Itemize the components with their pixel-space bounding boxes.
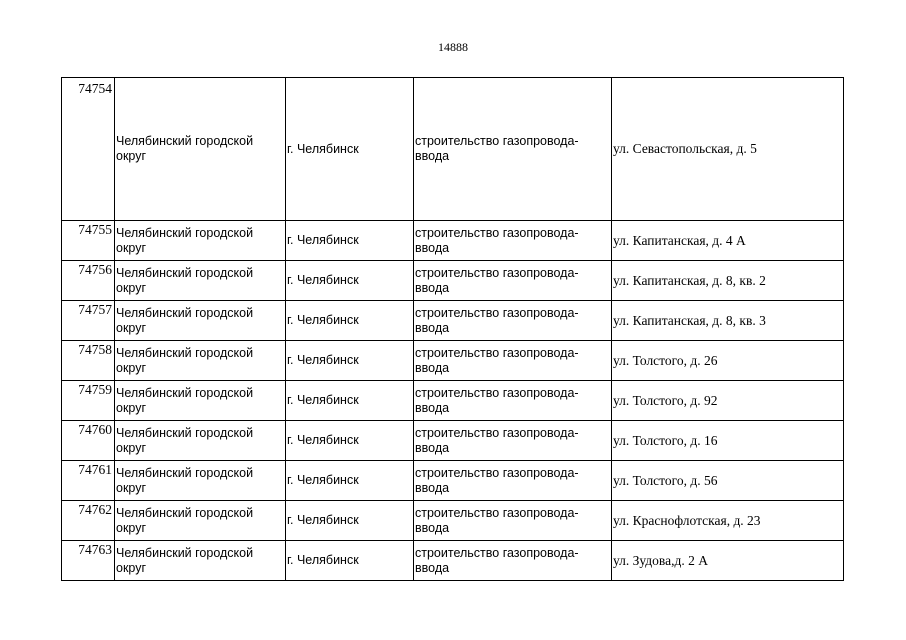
city-cell: г. Челябинск: [286, 78, 414, 221]
address-cell: ул. Капитанская, д. 8, кв. 3: [612, 301, 844, 341]
district-cell: Челябинский городской округ: [115, 381, 286, 421]
row-number: 74757: [62, 301, 115, 341]
gas-pipeline-table: [61, 77, 844, 581]
table-row: [62, 221, 844, 261]
work-cell: строительство газопровода-ввода: [414, 461, 612, 501]
row-number: 74760: [62, 421, 115, 461]
work-cell: строительство газопровода-ввода: [414, 541, 612, 581]
district-cell: Челябинский городской округ: [115, 261, 286, 301]
row-number: 74756: [62, 261, 115, 301]
row-number: 74763: [62, 541, 115, 581]
row-number: 74758: [62, 341, 115, 381]
address-cell: ул. Капитанская, д. 8, кв. 2: [612, 261, 844, 301]
work-cell: строительство газопровода-ввода: [414, 381, 612, 421]
district-cell: Челябинский городской округ: [115, 78, 286, 221]
district-cell: Челябинский городской округ: [115, 421, 286, 461]
row-number: 74755: [62, 221, 115, 261]
table-row: [62, 78, 844, 221]
work-cell: строительство газопровода-ввода: [414, 221, 612, 261]
city-cell: г. Челябинск: [286, 541, 414, 581]
row-number: 74759: [62, 381, 115, 421]
district-cell: Челябинский городской округ: [115, 541, 286, 581]
page-number: 14888: [438, 40, 468, 54]
table-row: [62, 341, 844, 381]
table-row: [62, 261, 844, 301]
table-row: [62, 421, 844, 461]
table-row: [62, 541, 844, 581]
city-cell: г. Челябинск: [286, 461, 414, 501]
city-cell: г. Челябинск: [286, 301, 414, 341]
city-cell: г. Челябинск: [286, 341, 414, 381]
address-cell: ул. Толстого, д. 92: [612, 381, 844, 421]
work-cell: строительство газопровода-ввода: [414, 341, 612, 381]
table-row: [62, 461, 844, 501]
city-cell: г. Челябинск: [286, 381, 414, 421]
city-cell: г. Челябинск: [286, 261, 414, 301]
city-cell: г. Челябинск: [286, 501, 414, 541]
district-cell: Челябинский городской округ: [115, 461, 286, 501]
address-cell: ул. Толстого, д. 26: [612, 341, 844, 381]
address-cell: ул. Зудова,д. 2 А: [612, 541, 844, 581]
address-cell: ул. Толстого, д. 16: [612, 421, 844, 461]
address-cell: ул. Капитанская, д. 4 А: [612, 221, 844, 261]
row-number: 74761: [62, 461, 115, 501]
table-row: [62, 381, 844, 421]
district-cell: Челябинский городской округ: [115, 501, 286, 541]
district-cell: Челябинский городской округ: [115, 221, 286, 261]
address-cell: ул. Толстого, д. 56: [612, 461, 844, 501]
work-cell: строительство газопровода-ввода: [414, 501, 612, 541]
row-number: 74754: [62, 78, 115, 221]
district-cell: Челябинский городской округ: [115, 301, 286, 341]
work-cell: строительство газопровода-ввода: [414, 421, 612, 461]
work-cell: строительство газопровода-ввода: [414, 261, 612, 301]
work-cell: строительство газопровода-ввода: [414, 78, 612, 221]
address-cell: ул. Краснофлотская, д. 23: [612, 501, 844, 541]
work-cell: строительство газопровода-ввода: [414, 301, 612, 341]
table-row: [62, 501, 844, 541]
table-row: [62, 301, 844, 341]
district-cell: Челябинский городской округ: [115, 341, 286, 381]
city-cell: г. Челябинск: [286, 421, 414, 461]
city-cell: г. Челябинск: [286, 221, 414, 261]
row-number: 74762: [62, 501, 115, 541]
address-cell: ул. Севастопольская, д. 5: [612, 78, 844, 221]
